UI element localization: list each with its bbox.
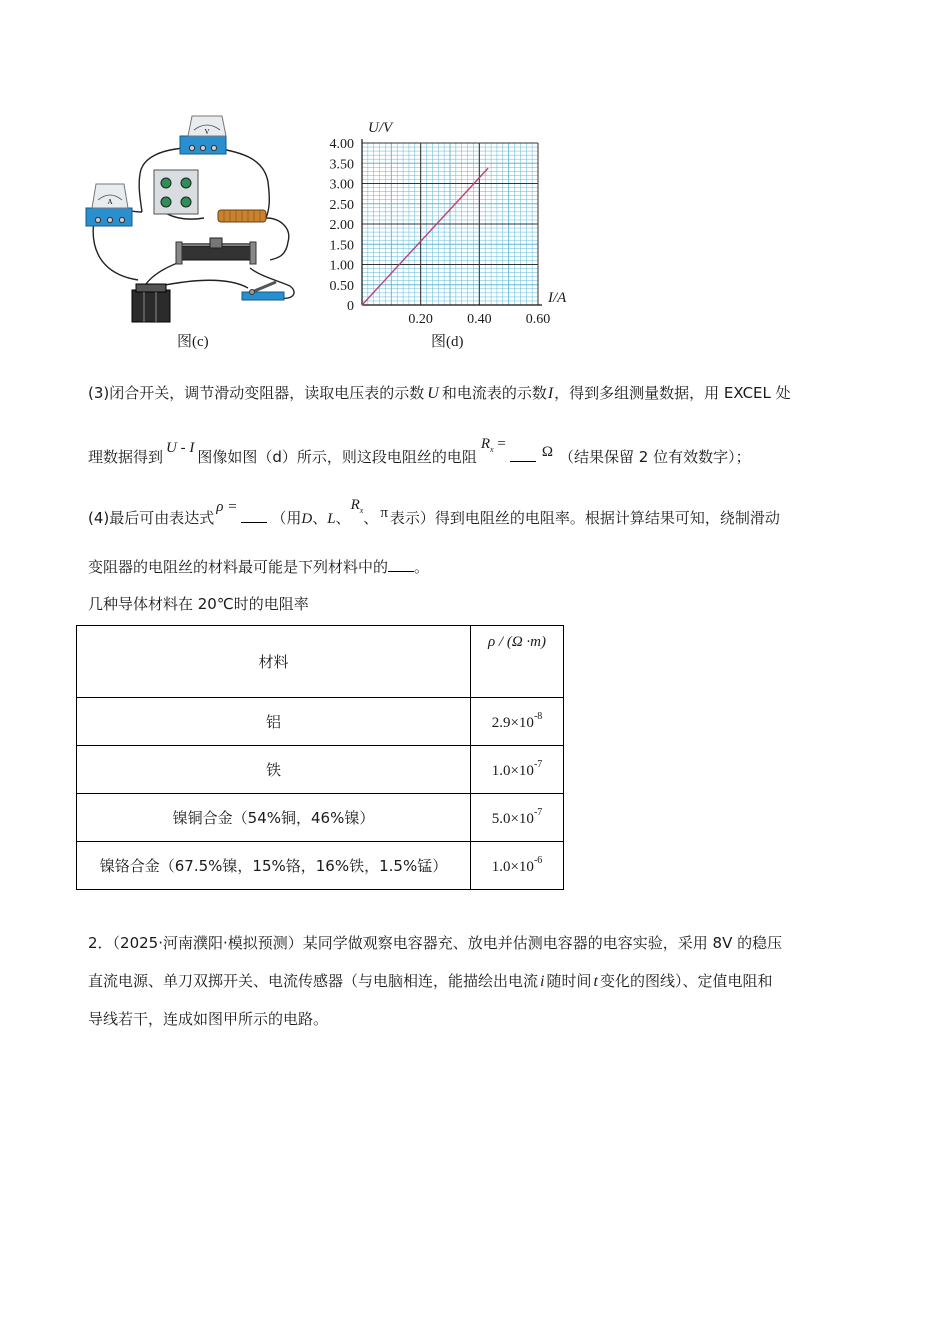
rx-symbol-2 xyxy=(351,497,364,513)
rx-symbol xyxy=(481,436,506,452)
table-row xyxy=(77,794,564,842)
y-tick-label: 1.00 xyxy=(329,258,354,274)
x-subscript-2: x xyxy=(359,506,364,515)
knife-switch-icon xyxy=(242,282,284,300)
rho-symbol: ρ = xyxy=(216,499,238,515)
answer-blank-rx[interactable] xyxy=(510,447,536,462)
ui-graph xyxy=(318,115,580,330)
q4-line-2 xyxy=(88,556,429,577)
y-tick-label: 3.50 xyxy=(329,157,354,173)
l-symbol: L xyxy=(327,511,336,527)
terminal-board-icon xyxy=(154,170,198,214)
svg-text:A: A xyxy=(107,198,113,206)
y-tick-label: 0.50 xyxy=(329,278,354,294)
d-symbol: D xyxy=(301,511,313,527)
q3-text-d: 理数据得到 xyxy=(88,448,164,466)
table-row xyxy=(77,842,564,890)
voltmeter-icon xyxy=(180,116,226,154)
table-row xyxy=(77,746,564,794)
rho-cell: $5.0\times 10^{-7}$ xyxy=(471,794,564,842)
q3-text-b: 和电流表的示数 xyxy=(441,384,547,402)
header-material: 材料 xyxy=(77,626,471,698)
material-cell: 铁 xyxy=(77,746,471,794)
q3-line-1 xyxy=(88,382,791,403)
x-axis-label: I/A xyxy=(548,290,567,306)
y-tick-labels xyxy=(330,137,355,314)
rheostat-icon xyxy=(176,238,256,264)
q4-text-b: （用 xyxy=(271,509,302,527)
x-subscript: x xyxy=(490,445,494,454)
u-i-symbol: U - I xyxy=(166,440,195,456)
rho-cell: $1.0\times 10^{-6}$ xyxy=(471,842,564,890)
material-cell: 镍铬合金（67.5%镍，15%铬，16%铁，1.5%锰） xyxy=(77,842,471,890)
equals-sign: = xyxy=(497,436,506,452)
table-title: 几种导体材料在 20℃时的电阻率 xyxy=(88,595,309,613)
y-tick-label: 2.00 xyxy=(329,218,354,233)
y-tick-label: 0 xyxy=(347,299,354,314)
material-cell: 镍铜合金（54%铜，46%镍） xyxy=(77,794,471,842)
rho-cell: $1.0\times 10^{-7}$ xyxy=(471,746,564,794)
q4-text-a: (4)最后可由表达式 xyxy=(88,509,215,527)
x-tick-labels xyxy=(408,312,550,327)
resistance-wire-coil-icon xyxy=(218,210,266,222)
material-cell: 铝 xyxy=(77,698,471,746)
t-time-symbol: t xyxy=(593,973,598,990)
y-tick-label: 4.00 xyxy=(329,137,354,152)
circuit-diagram xyxy=(80,108,305,328)
q3-line-2 xyxy=(88,436,751,468)
y-tick-label: 1.50 xyxy=(329,238,354,254)
q4-text-end: 。 xyxy=(414,558,430,576)
table-header-row xyxy=(77,626,564,698)
header-rho: ρ / (Ω ·m) xyxy=(471,626,564,698)
q2-text-b: 随时间 xyxy=(546,972,592,990)
x-tick-label: 0.20 xyxy=(408,312,433,327)
y-axis-label: U/V xyxy=(368,120,393,136)
q4-text-d: 变阻器的电阻丝的材料最可能是下列材料中的 xyxy=(88,558,389,576)
q2-line-2 xyxy=(88,970,772,991)
q4-sep-2: 、 xyxy=(335,509,351,527)
rho-cell: $2.9\times 10^{-8}$ xyxy=(471,698,564,746)
q3-text-e: 图像如图（d）所示，则这段电阻丝的电阻 xyxy=(197,448,477,466)
q4-line-1 xyxy=(88,497,780,529)
y-tick-label: 2.50 xyxy=(329,197,354,213)
q4-sep-3: 、 xyxy=(363,509,379,527)
svg-text:V: V xyxy=(204,128,210,136)
resistivity-table xyxy=(76,625,564,890)
q2-text-c: 变化的图线）、定值电阻和 xyxy=(599,972,773,990)
y-tick-label: 3.00 xyxy=(329,177,354,193)
graph-axes xyxy=(362,139,542,305)
q2-text-a: 直流电源、单刀双掷开关、电流传感器（与电脑相连，能描绘出电流 xyxy=(88,972,539,990)
r-letter-2: R xyxy=(350,497,360,513)
q2-line-1: 2．（2025·河南濮阳·模拟预测）某同学做观察电容器充、放电并估测电容器的电容实验，采用 8V 的稳压 xyxy=(88,934,783,952)
i-symbol: I xyxy=(547,385,554,402)
q4-sep-1: 、 xyxy=(312,509,328,527)
answer-blank-rho[interactable] xyxy=(241,508,267,523)
r-letter: R xyxy=(480,436,491,452)
circuit-caption: 图(c) xyxy=(177,334,209,350)
answer-blank-material[interactable] xyxy=(388,557,414,572)
q4-text-c: 表示）得到电阻丝的电阻率。根据计算结果可知，绕制滑动 xyxy=(389,509,780,527)
x-tick-label: 0.60 xyxy=(525,312,551,327)
pi-symbol: π xyxy=(380,505,388,521)
ohm-symbol: Ω xyxy=(541,444,553,460)
battery-icon xyxy=(132,284,170,322)
q2-line-3: 导线若干，连成如图甲所示的电路。 xyxy=(88,1010,329,1028)
q3-text-a: (3)闭合开关，调节滑动变阻器，读取电压表的示数 xyxy=(88,384,425,402)
q3-text-c: ，得到多组测量数据，用 EXCEL 处 xyxy=(554,384,791,402)
graph-caption: 图(d) xyxy=(431,334,464,350)
x-tick-label: 0.40 xyxy=(467,312,492,327)
u-symbol: U xyxy=(427,385,439,402)
table-row xyxy=(77,698,564,746)
i-current-symbol: i xyxy=(540,973,545,990)
q3-text-f: （结果保留 2 位有效数字）； xyxy=(558,448,751,466)
ammeter-icon xyxy=(86,184,132,226)
